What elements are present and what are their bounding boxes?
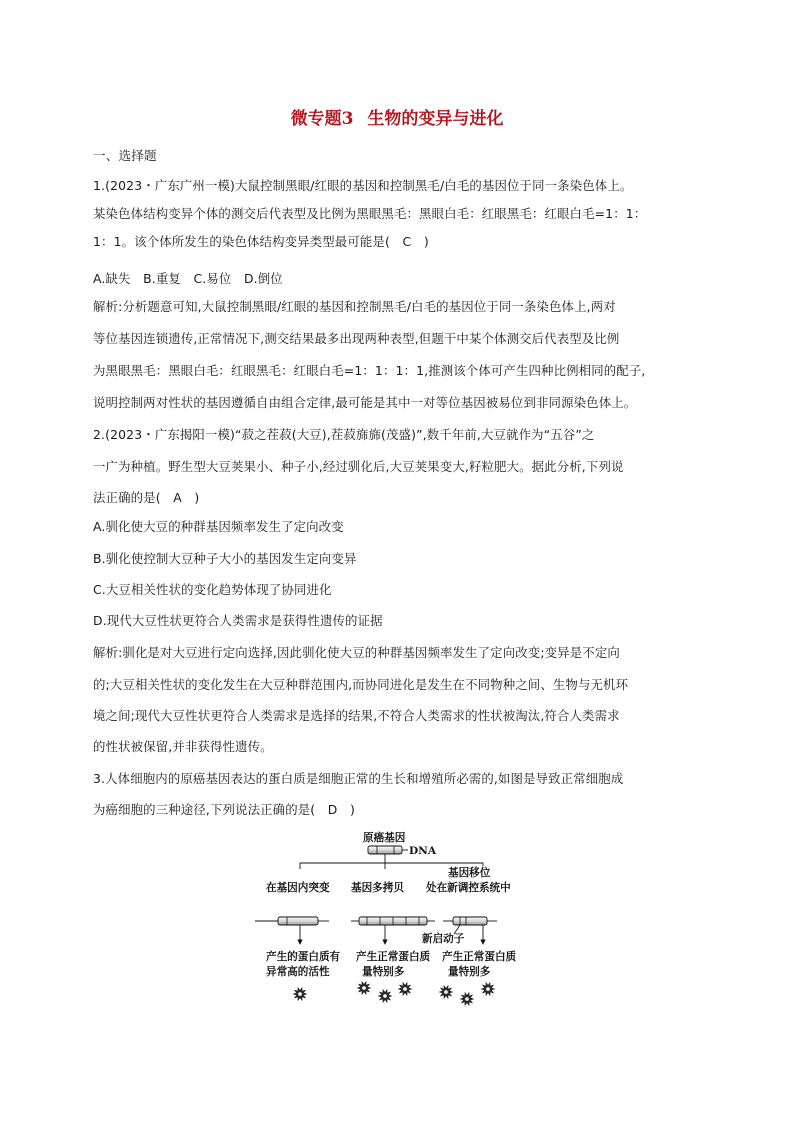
result1-line1: 产生的蛋白质有 xyxy=(266,951,341,963)
title-main: 生物的变异与进化 xyxy=(367,109,504,129)
protein-icon-center xyxy=(486,987,490,991)
result2-line1: 产生正常蛋白质 xyxy=(356,951,431,963)
protein-icon-center xyxy=(298,992,302,996)
result3-line1: 产生正常蛋白质 xyxy=(442,951,517,963)
q2-analysis-line-2: 的;大豆相关性状的变化发生在大豆种群范围内,而协同进化是发生在不同物种之间、生物与无机环 xyxy=(93,677,629,692)
page-title xyxy=(0,104,794,129)
q1-analysis-line-2: 等位基因连锁遗传,正常情况下,测交结果最多出现两种表型,但题干中某个体测交后代表型及比例 xyxy=(93,331,620,346)
result2-line2: 量特别多 xyxy=(362,966,405,978)
q1-analysis-line-1: 解析:分析题意可知,大鼠控制黑眼/红眼的基因和控制黑毛/白毛的基因位于同一条染色体上,两对 xyxy=(93,299,616,314)
q2-option-d: D.现代大豆性状更符合人类需求是获得性遗传的证据 xyxy=(93,613,383,628)
dna-segment-top xyxy=(368,846,402,854)
q3-stem-line-2: 为癌细胞的三种途径,下列说法正确的是( D ) xyxy=(93,802,356,817)
mutated-gene xyxy=(278,917,318,925)
oncogene-pathways-diagram xyxy=(255,826,545,1008)
translocated-gene xyxy=(453,917,487,925)
protein-icon-center xyxy=(362,986,366,990)
q2-stem-line-3: 法正确的是( A ) xyxy=(93,490,200,505)
q1-stem-line-2: 某染色体结构变异个体的测交后代表型及比例为黑眼黑毛：黑眼白毛：红眼黑毛：红眼白毛=1：1： xyxy=(93,206,647,221)
result1-line2: 异常高的活性 xyxy=(266,966,330,978)
q2-analysis-line-1: 解析:驯化是对大豆进行定向选择,因此驯化使大豆的种群基因频率发生了定向改变;变异是不定向 xyxy=(93,645,620,660)
protein-icon-center xyxy=(403,987,407,991)
path2-label: 基因多拷贝 xyxy=(351,882,404,894)
diagram-top-label: 原癌基因 xyxy=(363,832,406,844)
q2-option-c: C.大豆相关性状的变化趋势体现了协同进化 xyxy=(93,582,332,597)
title-prefix: 微专题3 xyxy=(290,109,354,129)
protein-icon-center xyxy=(465,997,469,1001)
protein-icons xyxy=(294,982,495,1005)
q1-stem-line-1: 1.(2023・广东广州一模)大鼠控制黑眼/红眼的基因和控制黑毛/白毛的基因位于同一条染色体上。 xyxy=(93,178,633,193)
q2-option-a: A.驯化使大豆的种群基因频率发生了定向改变 xyxy=(93,519,344,534)
new-promoter-label: 新启动子 xyxy=(422,933,465,945)
q2-option-b: B.驯化使控制大豆种子大小的基因发生定向变异 xyxy=(93,551,357,566)
result3-line2: 量特别多 xyxy=(448,966,491,978)
q2-analysis-line-3: 境之间;现代大豆性状更符合人类需求是选择的结果,不符合人类需求的性状被淘汰,符合人类需求 xyxy=(93,708,620,723)
protein-icon-center xyxy=(383,994,387,998)
protein-icon-center xyxy=(444,990,448,994)
q3-stem-line-1: 3.人体细胞内的原癌基因表达的蛋白质是细胞正常的生长和增殖所必需的,如图是导致正常细胞成 xyxy=(93,771,624,786)
section-heading: 一、选择题 xyxy=(93,148,157,163)
q1-options: A.缺失 B.重复 C.易位 D.倒位 xyxy=(93,271,283,286)
path1-label: 在基因内突变 xyxy=(266,882,330,894)
path3-label-line2: 处在新调控系统中 xyxy=(426,882,511,894)
q1-stem-line-3: 1：1。该个体所发生的染色体结构变异类型最可能是( C ) xyxy=(93,234,429,249)
q1-analysis-line-4: 说明控制两对性状的基因遵循自由组合定律,最可能是其中一对等位基因被易位到非同源染色体上。 xyxy=(93,395,637,410)
path3-label-line1: 基因移位 xyxy=(448,867,491,879)
q1-analysis-line-3: 为黑眼黑毛：黑眼白毛：红眼黑毛：红眼白毛=1：1：1：1,推测该个体可产生四种比例相同的配子, xyxy=(93,363,646,378)
q2-stem-line-1: 2.(2023・广东揭阳一模)“菽之茬菽(大豆),茬菽旆旆(茂盛)”,数千年前,大豆就作为“五谷”之 xyxy=(93,427,595,442)
q2-stem-line-2: 一广为种植。野生型大豆荚果小、种子小,经过驯化后,大豆荚果变大,籽粒肥大。据此分析,下列说 xyxy=(93,459,624,474)
dna-label: DNA xyxy=(409,845,437,857)
q2-analysis-line-4: 的性状被保留,并非获得性遗传。 xyxy=(93,739,273,754)
